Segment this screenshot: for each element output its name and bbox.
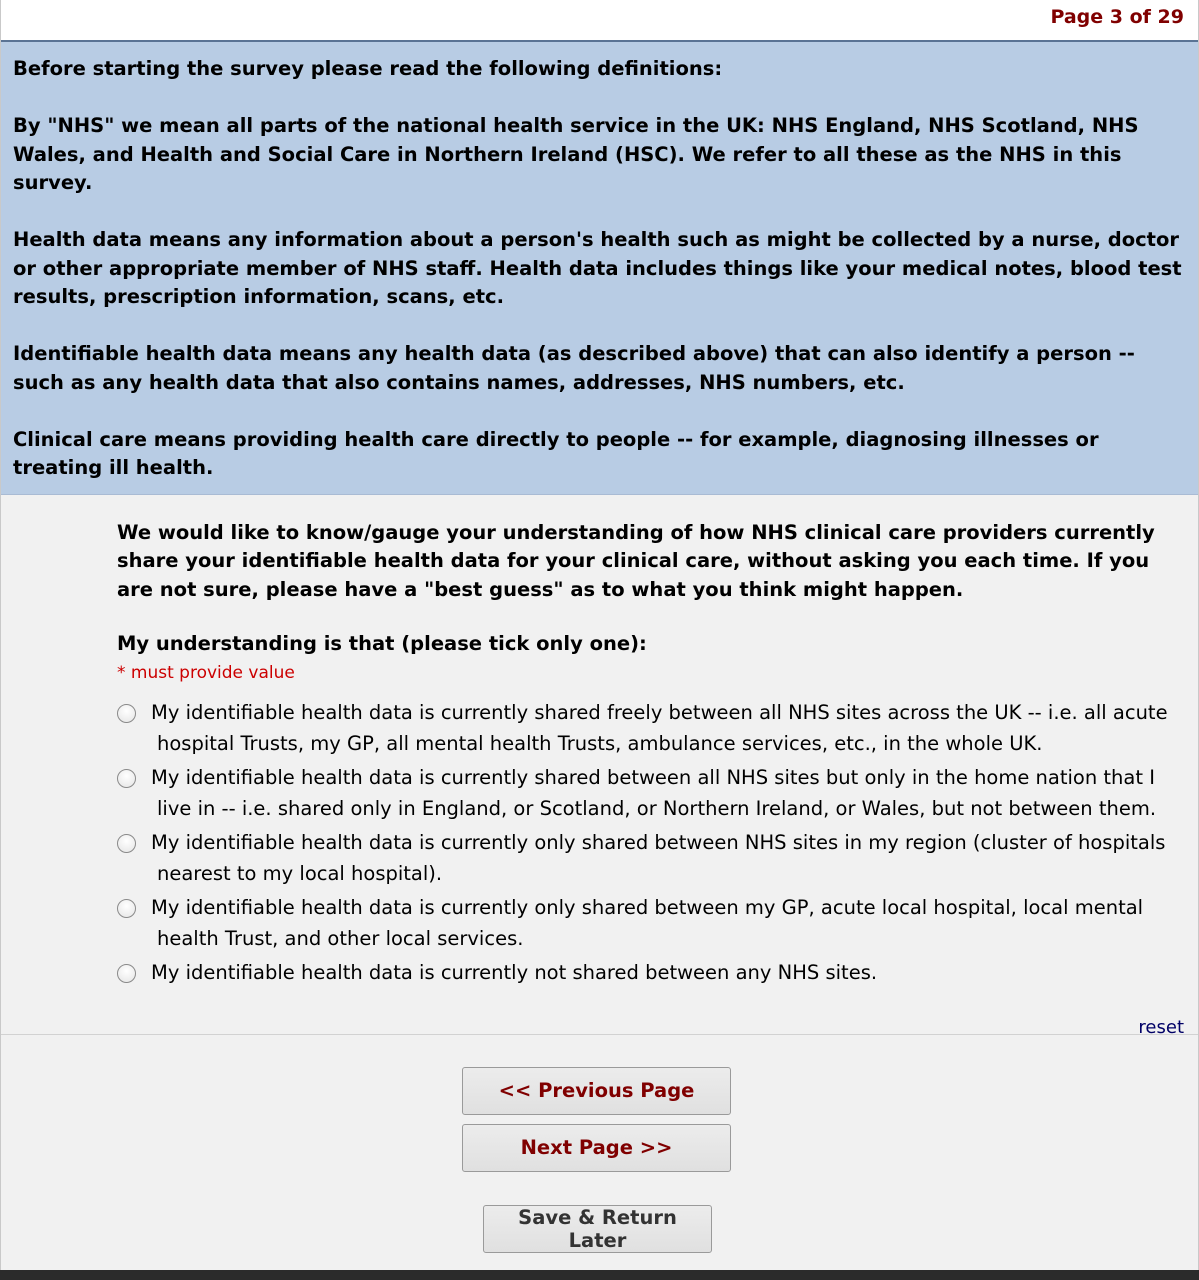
next-page-button[interactable]: Next Page >> bbox=[462, 1124, 731, 1172]
option-shared-local[interactable] bbox=[117, 896, 1178, 954]
question-label: My understanding is that (please tick only one): bbox=[117, 632, 647, 655]
required-note: * must provide value bbox=[117, 663, 295, 683]
option-shared-uk-wide[interactable] bbox=[117, 701, 1178, 759]
save-and-return-later-button[interactable]: Save & Return Later bbox=[483, 1205, 712, 1253]
top-bar bbox=[1, 0, 1198, 42]
navigation-area bbox=[1, 1035, 1198, 1275]
radio-button[interactable] bbox=[117, 769, 136, 788]
radio-button[interactable] bbox=[117, 964, 136, 983]
option-label[interactable]: My identifiable health data is currently only shared between NHS sites in my region (cluster of hospitals nearest to my local hospital). bbox=[151, 831, 1166, 885]
page-counter: Page 3 of 29 bbox=[1050, 6, 1184, 28]
definitions-panel bbox=[1, 42, 1198, 495]
option-not-shared[interactable] bbox=[117, 961, 1178, 988]
option-label[interactable]: My identifiable health data is currently shared freely between all NHS sites across the UK -- i.e. all acute hospital Trusts, my GP, all mental health Trusts, ambulance services, etc., in the whole UK. bbox=[151, 701, 1168, 755]
radio-button[interactable] bbox=[117, 704, 136, 723]
option-shared-region[interactable] bbox=[117, 831, 1178, 889]
question-block bbox=[1, 495, 1198, 1038]
question-intro: We would like to know/gauge your understanding of how NHS clinical care providers currently share your identifiable health data for your clinical care, without asking you each time. If you are not sure, please have a "best guess" as to what you think might happen. bbox=[117, 520, 1155, 601]
option-label[interactable]: My identifiable health data is currently not shared between any NHS sites. bbox=[151, 961, 878, 984]
radio-button[interactable] bbox=[117, 834, 136, 853]
radio-button[interactable] bbox=[117, 899, 136, 918]
previous-page-button[interactable]: << Previous Page bbox=[462, 1067, 731, 1115]
definition-clinical-care: Clinical care means providing health care directly to people -- for example, diagnosing illnesses or treating ill health. bbox=[13, 427, 1099, 479]
option-shared-home-nation[interactable] bbox=[117, 766, 1178, 824]
option-label[interactable]: My identifiable health data is currently only shared between my GP, acute local hospital, local mental health Trust, and other local services. bbox=[151, 896, 1144, 950]
option-label[interactable]: My identifiable health data is currently shared between all NHS sites but only in the home nation that I live in -- i.e. shared only in England, or Scotland, or Northern Ireland, or Wales, but not between them. bbox=[151, 766, 1157, 820]
answer-options bbox=[117, 701, 1178, 988]
definition-health-data: Health data means any information about a person's health such as might be collected by a nurse, doctor or other appropriate member of NHS staff. Health data includes things like your medical notes, blood test results, prescription information, scans, etc. bbox=[13, 228, 1182, 308]
definitions-heading: Before starting the survey please read the following definitions: bbox=[13, 57, 723, 80]
definition-identifiable-health-data: Identifiable health data means any health data (as described above) that can also identify a person -- such as any health data that also contains names, addresses, NHS numbers, etc. bbox=[13, 342, 1135, 394]
definition-nhs: By "NHS" we mean all parts of the national health service in the UK: NHS England, NHS Scotland, NHS Wales, and Health and Social Care in Northern Ireland (HSC). We refer to all these as the NHS in this survey. bbox=[13, 114, 1139, 194]
reset-link[interactable]: reset bbox=[1138, 1016, 1184, 1038]
